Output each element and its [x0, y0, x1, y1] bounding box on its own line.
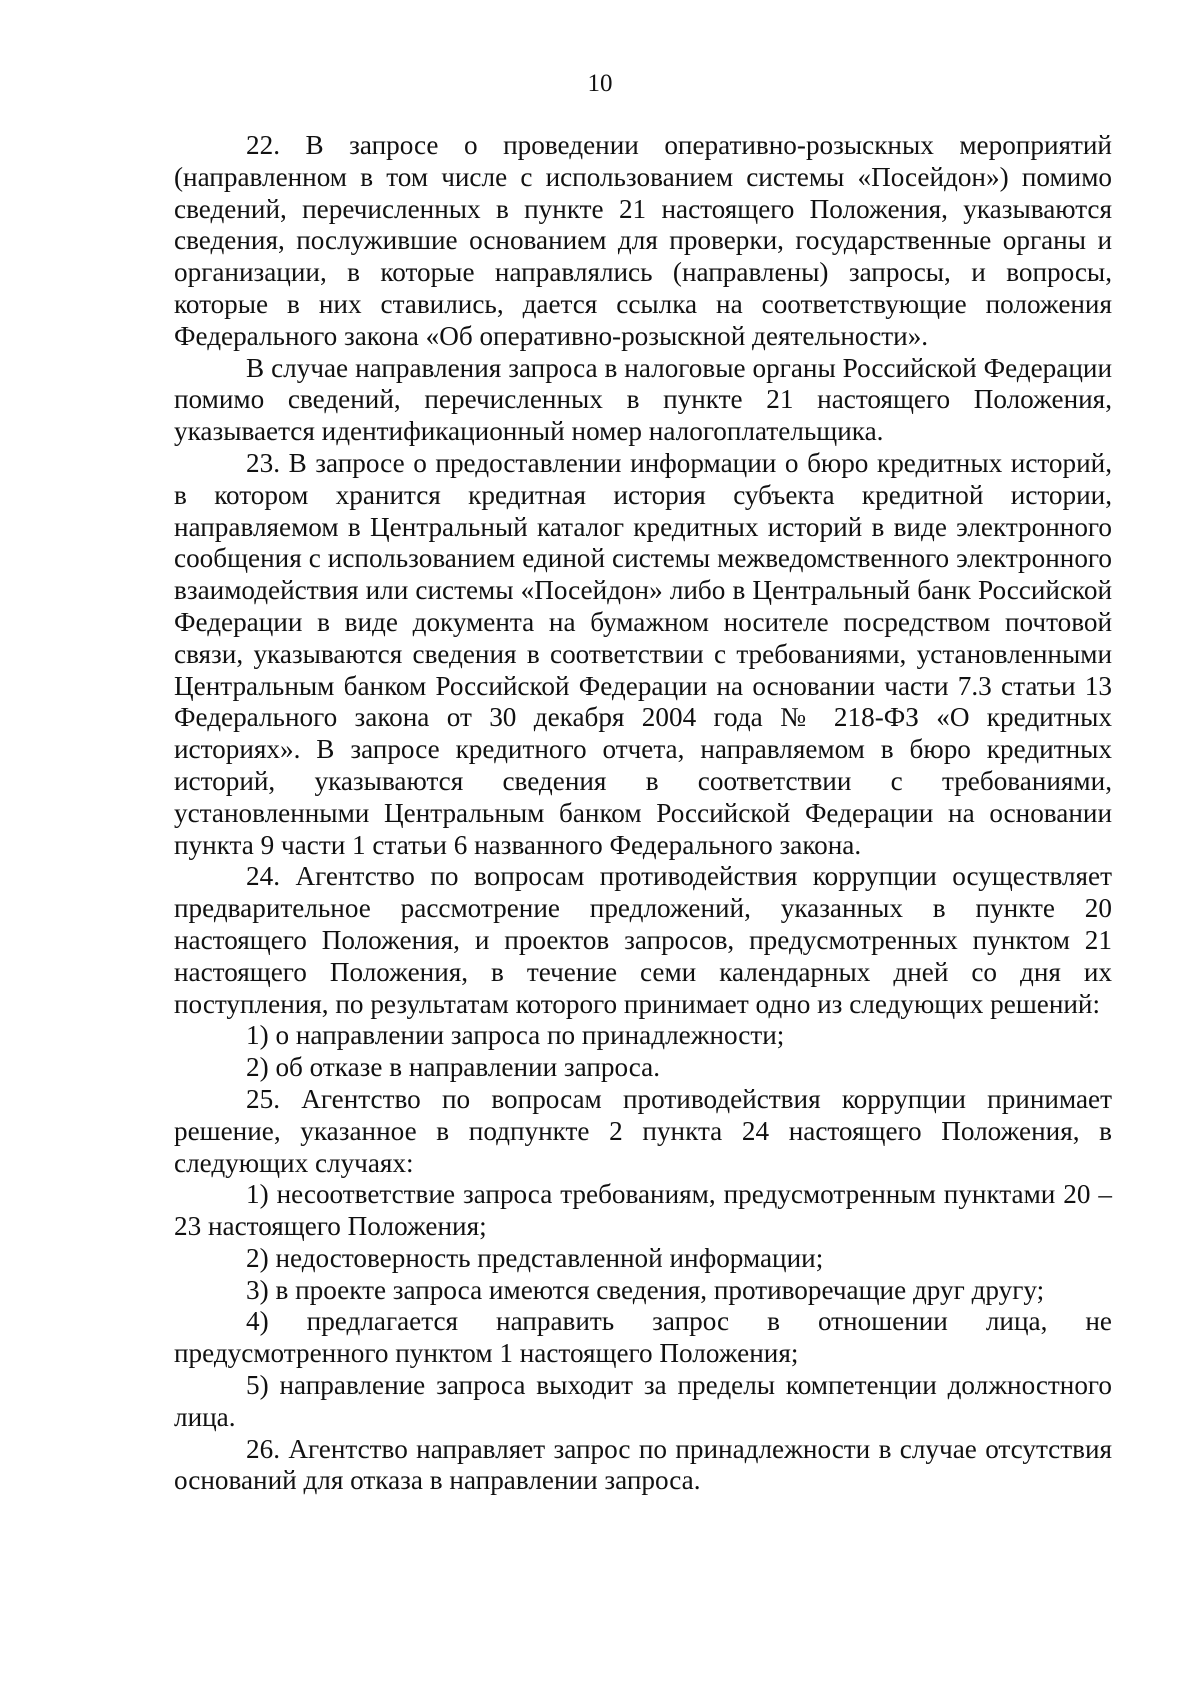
paragraph-23: 23. В запросе о предоставлении информации о бюро кредитных историй, в котором хранится кредитная история субъекта кредитной истории, направляемом в Центральный каталог кредитных историй в виде электронного сообщения с использованием единой системы межведомственного электронного взаимодействия или системы «Посейдон» либо в Центральный банк Российской Федерации в виде документа на бумажном носителе посредством почтовой связи, указываются сведения в соответствии с требованиями, установленными Центральным банком Российской Федерации на основании части 7.3 статьи 13 Федерального закона от 30 декабря 2004 года № 218-ФЗ «О кредитных историях». В запросе кредитного отчета, направляемом в бюро кредитных историй, указываются сведения в соответствии с требованиями, установленными Центральным банком Российской Федерации на основании пункта 9 части 1 статьи 6 названного Федерального закона. [174, 447, 1112, 860]
paragraph-25-item-3: 3) в проекте запроса имеются сведения, противоречащие друг другу; [246, 1274, 1045, 1305]
paragraph-25: 25. Агентство по вопросам противодействия коррупции принимает решение, указанное в подпункте 2 пункта 24 настоящего Положения, в следующих случаях: [174, 1083, 1112, 1178]
paragraph-24-item-2: 2) об отказе в направлении запроса. [246, 1052, 661, 1083]
document-body [174, 130, 1112, 1497]
paragraph-22: 22. В запросе о проведении оперативно-розыскных мероприятий (направленном в том числе с использованием системы «Посейдон») помимо сведений, перечисленных в пункте 21 настоящего Положения, указываются сведения, послужившие основанием для проверки, государственные органы и организации, в которые направлялись (направлены) запросы, и вопросы, которые в них ставились, дается ссылка на соответствующие положения Федерального закона «Об оперативно-розыскной деятельности». [174, 130, 1112, 351]
paragraph-24-item-1: 1) о направлении запроса по принадлежности; [246, 1020, 785, 1051]
paragraph-26: 26. Агентство направляет запрос по принадлежности в случае отсутствия оснований для отказа в направлении запроса. [174, 1433, 1112, 1496]
paragraph-25-item-2: 2) недостоверность представленной информации; [246, 1242, 824, 1273]
page-number: 10 [587, 70, 613, 97]
paragraph-24: 24. Агентство по вопросам противодействия коррупции осуществляет предварительное рассмотрение предложений, указанных в пункте 20 настоящего Положения, и проектов запросов, предусмотренных пунктом 21 настоящего Положения, в течение семи календарных дней со дня их поступления, по результатам которого принимает одно из следующих решений: [174, 861, 1112, 1019]
paragraph-25-item-1: 1) несоответствие запроса требованиям, предусмотренным пунктами 20 – 23 настоящего Положения; [174, 1179, 1112, 1242]
paragraph-25-item-5: 5) направление запроса выходит за пределы компетенции должностного лица. [174, 1370, 1112, 1432]
paragraph-22-tax: В случае направления запроса в налоговые органы Российской Федерации помимо сведений, перечисленных в пункте 21 настоящего Положения, указывается идентификационный номер налогоплательщика. [174, 352, 1112, 447]
paragraph-25-item-4: 4) предлагается направить запрос в отношении лица, не предусмотренного пунктом 1 настоящего Положения; [174, 1306, 1112, 1369]
